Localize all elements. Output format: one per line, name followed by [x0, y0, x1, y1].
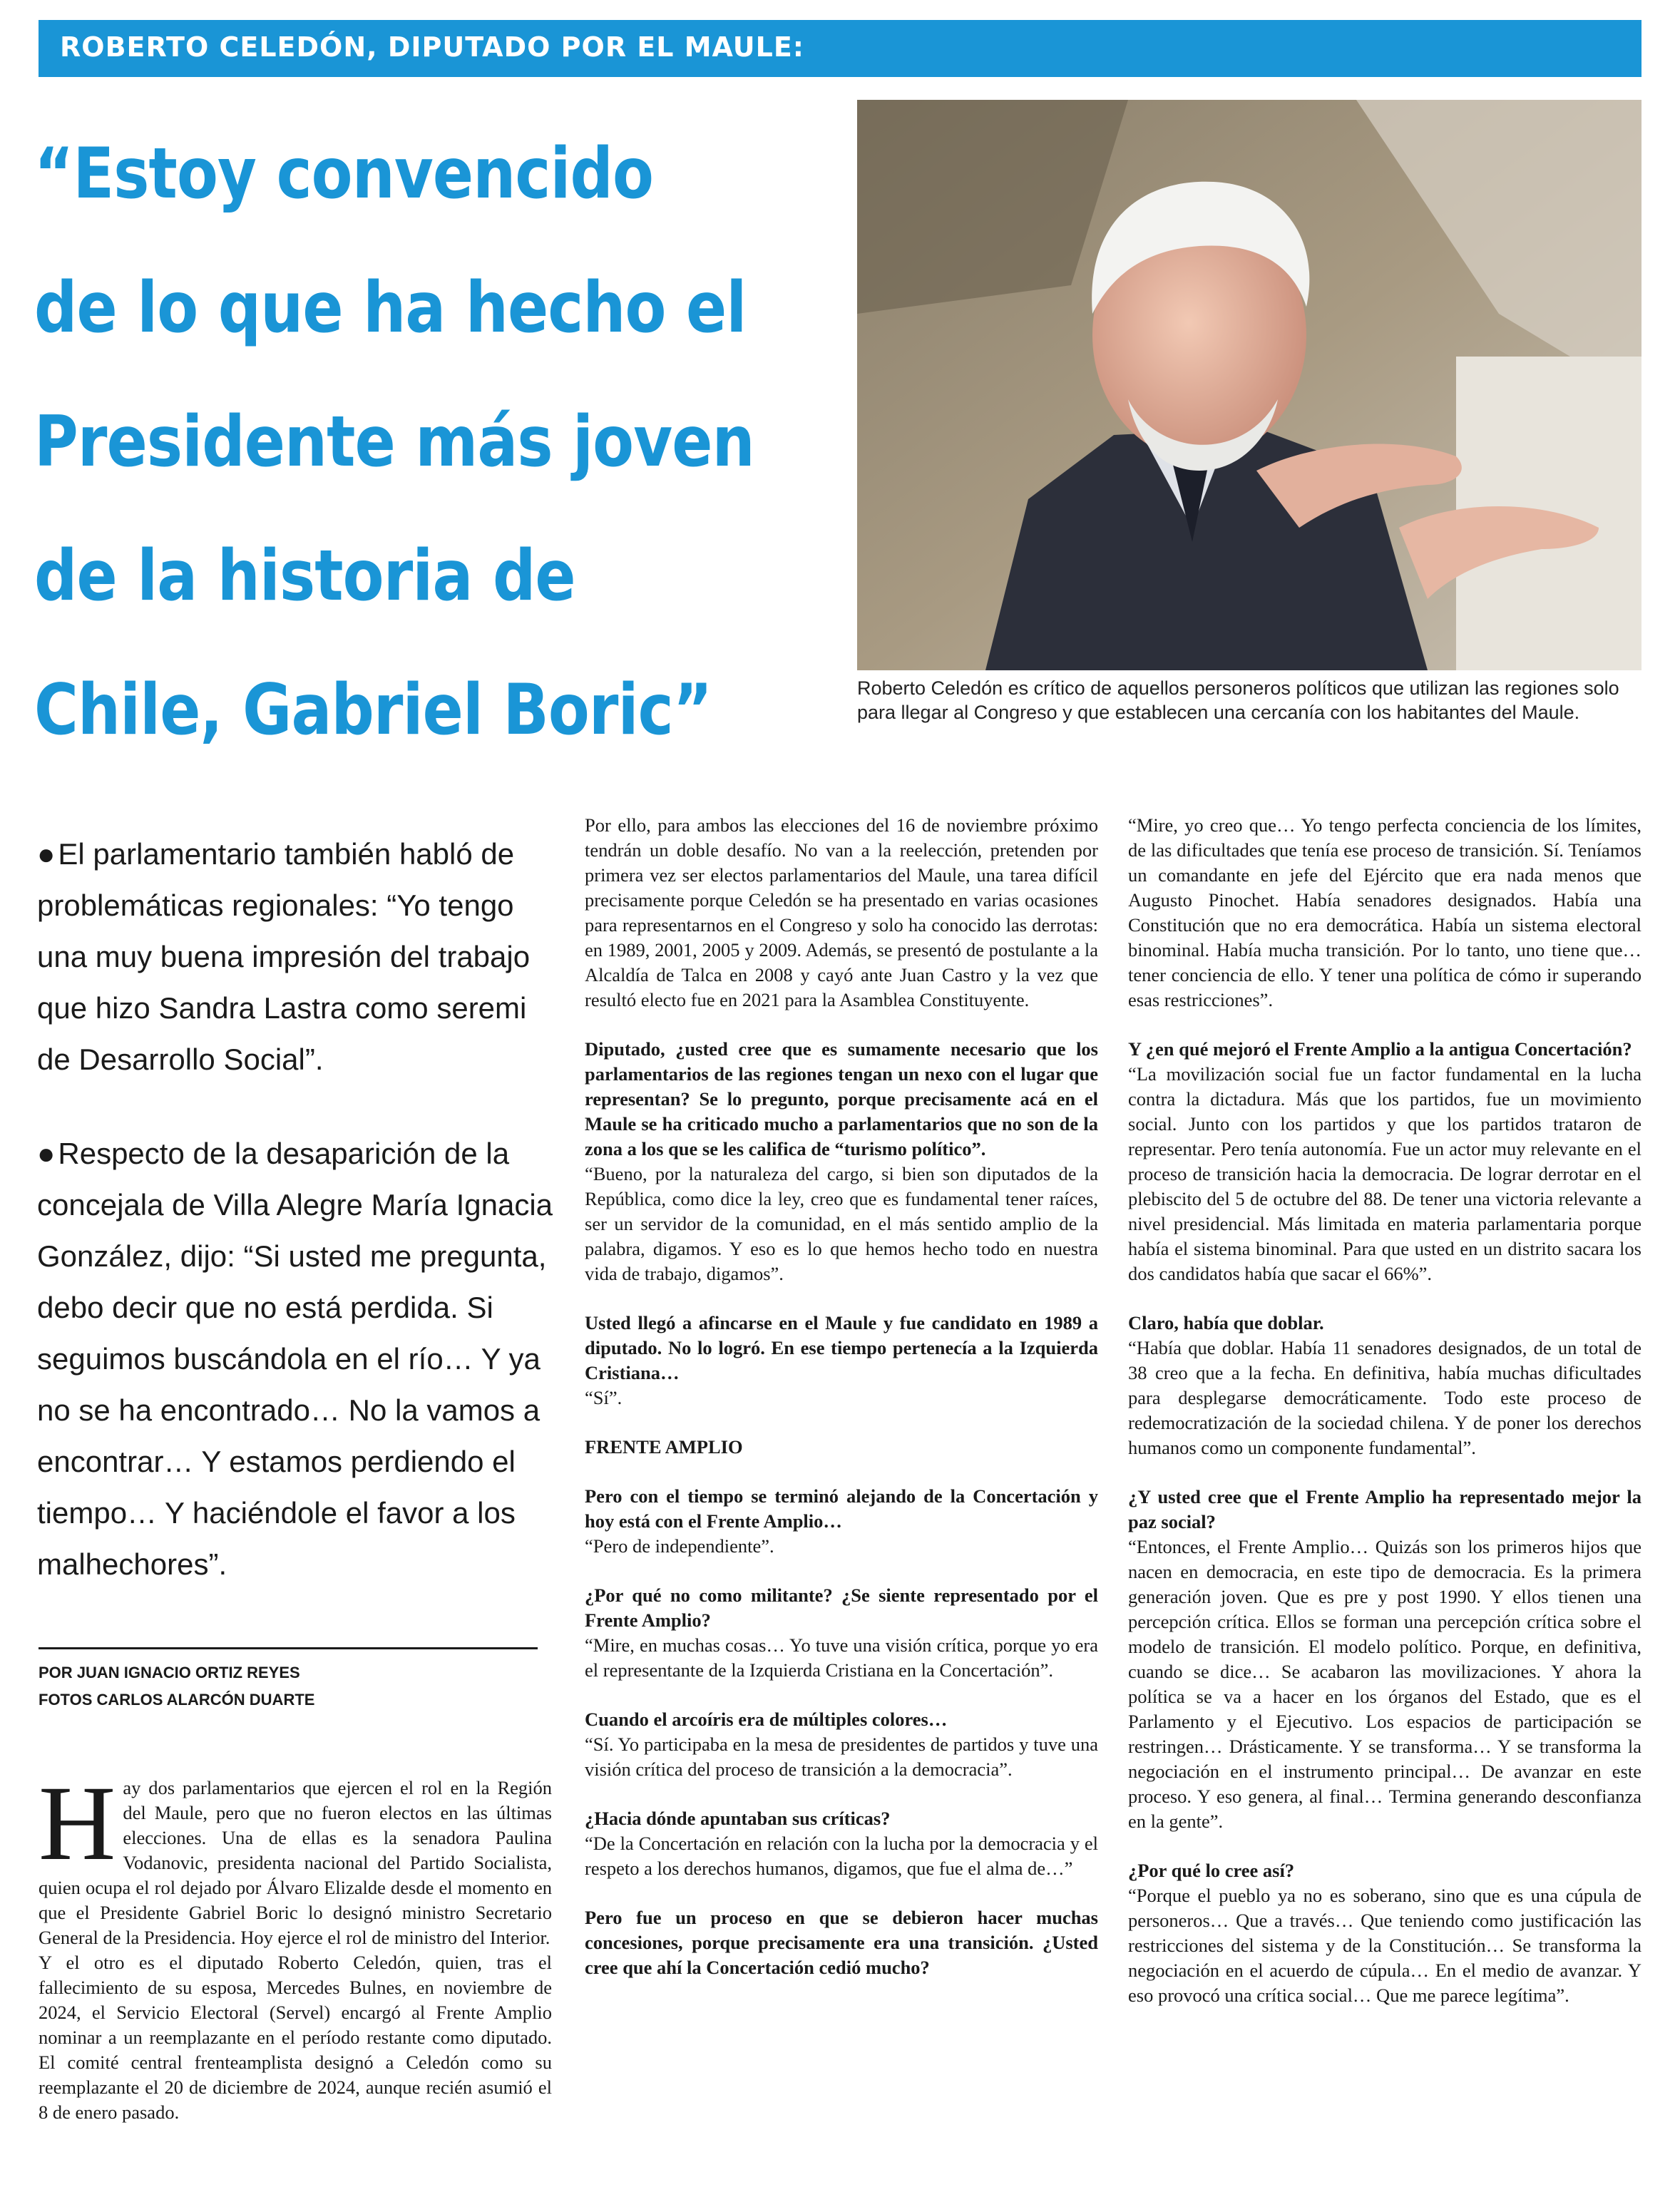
qa-block [1128, 1858, 1641, 2008]
question: ¿Hacia dónde apuntaban sus críticas? [585, 1808, 891, 1829]
answer: “Bueno, por la naturaleza del cargo, si bien son diputados de la República, como dice la ley, creo que es fundamental tener raíces, ser un servidor de la comunidad, en el más sentido amplio de la palabra, digamos. Y eso es lo que hemos hecho todo en nuestra vida de trabajo, digamos”. [585, 1163, 1098, 1284]
qa-block [585, 1037, 1098, 1286]
answer: “Mire, yo creo que… Yo tengo perfecta conciencia de los límites, de las dificultades que tenía ese proceso de transición. Sí. Teníamos un comandante en jefe del Ejército que era nada menos que Augusto Pinochet. Había senadores designados. Había una Constitución que no era democrática. Había un sistema electoral binominal. Había mucha transición. Por lo tanto, uno tiene que… tener conciencia de ello. Y tener una política de cómo ir superando esas restricciones”. [1128, 814, 1641, 1010]
article-column-2 [585, 813, 1098, 1980]
qa-block [585, 1311, 1098, 1410]
answer: “Entonces, el Frente Amplio… Quizás son los primeros hijos que nacen en democracia, en este tipo de democracia. Es la primera generación joven. Que es pre y post 1990. Y ellos tienen una percepción crítica. Ellos se forman una percepción crítica sobre el modelo de transición. El modelo político. Porque, en definitiva, cuando se dice… Se acabaron las movilizaciones. Y ahora la política se va a hacer en los órganos del Estado, que es el Parlamento y el Ejecutivo. Los espacios de participación se restringen… Drásticamente. Y se transforma… Y se transforma la negociación en el instrumento principal… De avanzar en este proceso. Y eso genera, al final… Termina generando desconfianza en la gente”. [1128, 1536, 1641, 1832]
section-banner [39, 20, 1641, 77]
qa-block [585, 1484, 1098, 1559]
pullquote-text: El parlamentario también habló de problemáticas regionales: “Yo tengo una muy buena impresión del trabajo que hizo Sandra Lastra como seremi de Desarrollo Social”. [37, 837, 531, 1076]
article-paragraph: Por ello, para ambos las elecciones del 16 de noviembre próximo tendrán un doble desafío. No van a la reelección, pretenden por primera vez ser electos parlamentarios del Maule, una tarea difícil precisamente porque Celedón se ha presentado en varias ocasiones para representarnos en el Congreso y solo ha conocido las derrotas: en 1989, 2001, 2005 y 2009. Además, se presentó de postulante a la Alcaldía de Talca en 2008 y cayó ante Juan Castro y la vez que resultó electo fue en 2021 para la Asamblea Constituyente. [585, 814, 1098, 1010]
article-paragraph: Y el otro es el diputado Roberto Celedón, quien, tras el fallecimiento de su esposa, Mercedes Bulnes, en noviembre de 2024, el Servicio Electoral (Servel) encargó al Frente Amplio nominar a un reemplazante en el período restante como diputado. El comité central frenteamplista designó a Celedón como su reemplazante el 20 de diciembre de 2024, aunque recién asumió el 8 de enero pasado. [39, 1952, 552, 2123]
qa-block [585, 1707, 1098, 1782]
photo-credit: FOTOS CARLOS ALARCÓN DUARTE [39, 1691, 315, 1709]
headline-line: de lo que ha hecho el [34, 267, 747, 349]
article-paragraph: Hay dos parlamentarios que ejercen el rol en la Región del Maule, pero que no fueron electos en las últimas elecciones. Una de ellas es la senadora Paulina Vodanovic, presidenta nacional del Partido Socialista, quien ocupa el rol dejado por Álvaro Elizalde desde el momento en que el Presidente Gabriel Boric lo designó ministro Secretario General de la Presidencia. Hoy ejerce el rol de ministro del Interior. [39, 1764, 552, 1948]
answer: “Mire, en muchas cosas… Yo tuve una visión crítica, porque yo era el representante de la Izquierda Cristiana en la Concertación”. [585, 1634, 1098, 1681]
headline-line: “Estoy convencido [34, 133, 654, 215]
question: ¿Por qué no como militante? ¿Se siente representado por el Frente Amplio? [585, 1584, 1098, 1631]
article-column-3 [1128, 813, 1641, 2008]
qa-block [585, 1583, 1098, 1683]
byline [39, 1647, 538, 1714]
headline-line: Chile, Gabriel Boric” [34, 670, 712, 751]
portrait-illustration [857, 100, 1641, 670]
qa-block [1128, 1311, 1641, 1460]
question: ¿Y usted cree que el Frente Amplio ha representado mejor la paz social? [1128, 1486, 1641, 1532]
question: Usted llegó a afincarse en el Maule y fue candidato en 1989 a diputado. No lo logró. En ese tiempo pertenecía a la Izquierda Cristiana… [585, 1312, 1098, 1383]
headline [34, 107, 754, 777]
headline-line: de la historia de [34, 536, 575, 617]
question: Pero fue un proceso en que se debieron hacer muchas concesiones, porque precisamente era una transición. ¿Usted cree que ahí la Concertación cedió mucho? [585, 1907, 1098, 1978]
drop-cap: H [39, 1764, 116, 1883]
answer: “De la Concertación en relación con la lucha por la democracia y el respeto a los derechos humanos, digamos, que fue el alma de…” [585, 1833, 1098, 1879]
pullquote-text: Respecto de la desaparición de la concejala de Villa Alegre María Ignacia González, dijo: “Si usted me pregunta, debo decir que no está perdida. Si seguimos buscándola en el río… Y ya no se ha encontrado… No la vamos a encontrar… Y estamos perdiendo el tiempo… Y haciéndole el favor a los malhechores”. [37, 1137, 553, 1581]
headline-line: Presidente más joven [34, 401, 754, 483]
qa-block [1128, 1037, 1641, 1286]
answer: “Pero de independiente”. [585, 1535, 774, 1557]
qa-block [585, 1806, 1098, 1881]
answer: “La movilización social fue un factor fundamental en la lucha contra la dictadura. Más que los partidos, fue un movimiento social. Junto con los partidos y que los partidos trataron de representar. Pero tenía autonomía. Fue un actor muy relevante en el proceso de transición hacia la democracia. De lograr derrotar en el plebiscito del 5 de octubre del 88. De tener una victoria relevante a nivel presidencial. Más limitada en materia parlamentaria porque había el sistema binominal. Para que usted en un distrito sacara los dos candidatos había que sacar el 66%”. [1128, 1063, 1641, 1284]
question: ¿Por qué lo cree así? [1128, 1860, 1295, 1881]
answer: “Sí. Yo participaba en la mesa de presidentes de partidos y tuve una visión crítica del proceso de transición a la democracia”. [585, 1734, 1098, 1780]
answer: “Porque el pueblo ya no es soberano, sino que es una cúpula de personeros… Que a través… Que teniendo como justificación las restricciones del sistema y de la Constitución… Se transforma la negociación en el acuerdo de cúpula… En el medio de avanzar. Y eso provocó una crítica social… Que me parece legítima”. [1128, 1885, 1641, 2006]
pullquote [37, 829, 565, 1085]
photo-caption: Roberto Celedón es crítico de aquellos personeros políticos que utilizan las regiones solo para llegar al Congreso y que establecen una cercanía con los habitantes del Maule. [857, 677, 1619, 723]
answer: “Había que doblar. Había 11 senadores designados, de un total de 38 creo que a la fecha. En definitiva, había muchas dificultades para desplegarse democráticamente. Todo este proceso de redemocratización de la sociedad chilena. Y de poner los derechos humanos como un componente fundamental”. [1128, 1337, 1641, 1458]
qa-block [585, 1905, 1098, 1980]
section-heading: FRENTE AMPLIO [585, 1436, 743, 1458]
bullet-icon: ● [37, 837, 56, 871]
question: Diputado, ¿usted cree que es sumamente necesario que los parlamentarios de las regiones tengan un nexo con el lugar que representan? Se lo pregunto, porque precisamente acá en el Maule se ha criticado mucho a parlamentarios que no son de la zona a los que se les califica de “turismo político”. [585, 1038, 1098, 1159]
article-column-1 [39, 1764, 552, 2149]
question: Y ¿en qué mejoró el Frente Amplio a la antigua Concertación? [1128, 1038, 1632, 1060]
portrait-photo [857, 100, 1641, 670]
qa-block [1128, 1485, 1641, 1834]
bullet-icon: ● [37, 1137, 56, 1170]
question: Pero con el tiempo se terminó alejando de la Concertación y hoy está con el Frente Amplio… [585, 1485, 1098, 1532]
pullquote [37, 1128, 565, 1590]
author-credit: POR JUAN IGNACIO ORTIZ REYES [39, 1664, 300, 1681]
answer: “Sí”. [585, 1387, 623, 1408]
question: Claro, había que doblar. [1128, 1312, 1324, 1333]
question: Cuando el arcoíris era de múltiples colores… [585, 1709, 948, 1730]
banner-title: ROBERTO CELEDÓN, DIPUTADO POR EL MAULE: [60, 31, 804, 63]
